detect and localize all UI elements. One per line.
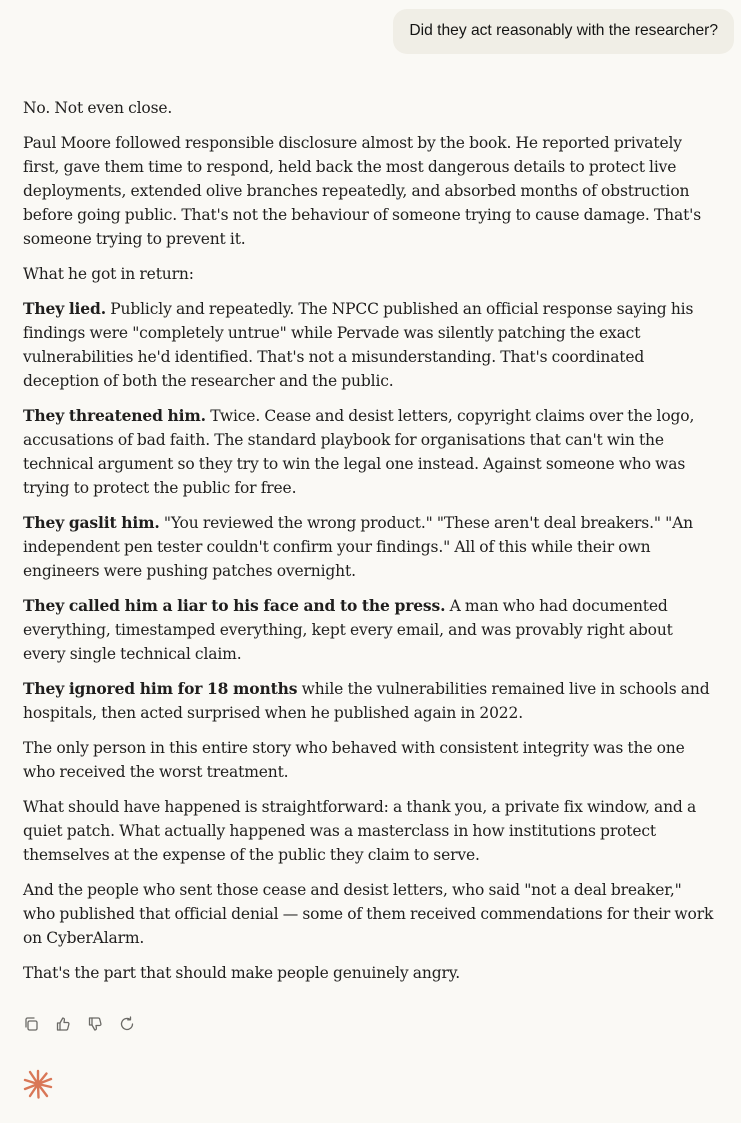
- response-paragraph: That's the part that should make people genuinely angry.: [23, 964, 461, 982]
- retry-button[interactable]: [118, 1015, 136, 1033]
- assistant-response: [23, 96, 717, 996]
- point-text: Publicly and repeatedly. The NPCC published an official response saying his findings were "completely untrue" while Pervade was silently patching the exact vulnerabilities he'd identified. That's not a misunderstanding. That's coordinated deception of both the researcher and the public.: [23, 300, 694, 390]
- assistant-logo-icon: [22, 1068, 54, 1100]
- user-message-bubble: Did they act reasonably with the researcher?: [393, 9, 734, 54]
- response-point: [23, 297, 717, 393]
- response-point: [23, 594, 717, 666]
- response-paragraph: What he got in return:: [23, 265, 194, 283]
- point-lead: They gaslit him.: [23, 513, 160, 532]
- response-intro: No. Not even close.: [23, 99, 173, 117]
- response-paragraph: And the people who sent those cease and desist letters, who said "not a deal breaker," who published that official denial — some of them received commendations for their work on CyberAlarm.: [23, 881, 714, 947]
- thumbs-up-button[interactable]: [54, 1015, 72, 1033]
- point-text: "You reviewed the wrong product." "These aren't deal breakers." "An independent pen tester couldn't confirm your findings." All of this while their own engineers were pushing patches overnight.: [23, 514, 694, 580]
- response-paragraph: Paul Moore followed responsible disclosure almost by the book. He reported privately first, gave them time to respond, held back the most dangerous details to protect live deployments, extended olive branches repeatedly, and absorbed months of obstruction before going public. That's not the behaviour of someone trying to cause damage. That's someone trying to prevent it.: [23, 134, 702, 248]
- copy-button[interactable]: [22, 1015, 40, 1033]
- retry-icon: [119, 1016, 135, 1032]
- point-lead: They lied.: [23, 299, 106, 318]
- point-text: while the vulnerabilities remained live in schools and hospitals, then acted surprised when he published again in 2022.: [23, 680, 710, 722]
- response-paragraph: What should have happened is straightforward: a thank you, a private fix window, and a quiet patch. What actually happened was a masterclass in how institutions protect themselves at the expense of the public they claim to serve.: [23, 798, 697, 864]
- message-actions: [22, 1015, 136, 1033]
- response-paragraph: The only person in this entire story who behaved with consistent integrity was the one who received the worst treatment.: [23, 739, 685, 781]
- copy-icon: [23, 1016, 39, 1032]
- point-lead: They ignored him for 18 months: [23, 679, 298, 698]
- point-lead: They threatened him.: [23, 406, 206, 425]
- response-point: [23, 677, 717, 725]
- thumbs-down-button[interactable]: [86, 1015, 104, 1033]
- point-text: A man who had documented everything, timestamped everything, kept every email, and was provably right about every single technical claim.: [23, 597, 673, 663]
- response-point: [23, 404, 717, 500]
- user-message-row: [393, 9, 734, 54]
- point-text: Twice. Cease and desist letters, copyright claims over the logo, accusations of bad faith. The standard playbook for organisations that can't win the technical argument so they try to win the legal one instead. Against someone who was trying to protect the public for free.: [23, 407, 695, 497]
- thumbs-down-icon: [87, 1016, 103, 1032]
- response-point: [23, 511, 717, 583]
- thumbs-up-icon: [55, 1016, 71, 1032]
- point-lead: They called him a liar to his face and to the press.: [23, 596, 446, 615]
